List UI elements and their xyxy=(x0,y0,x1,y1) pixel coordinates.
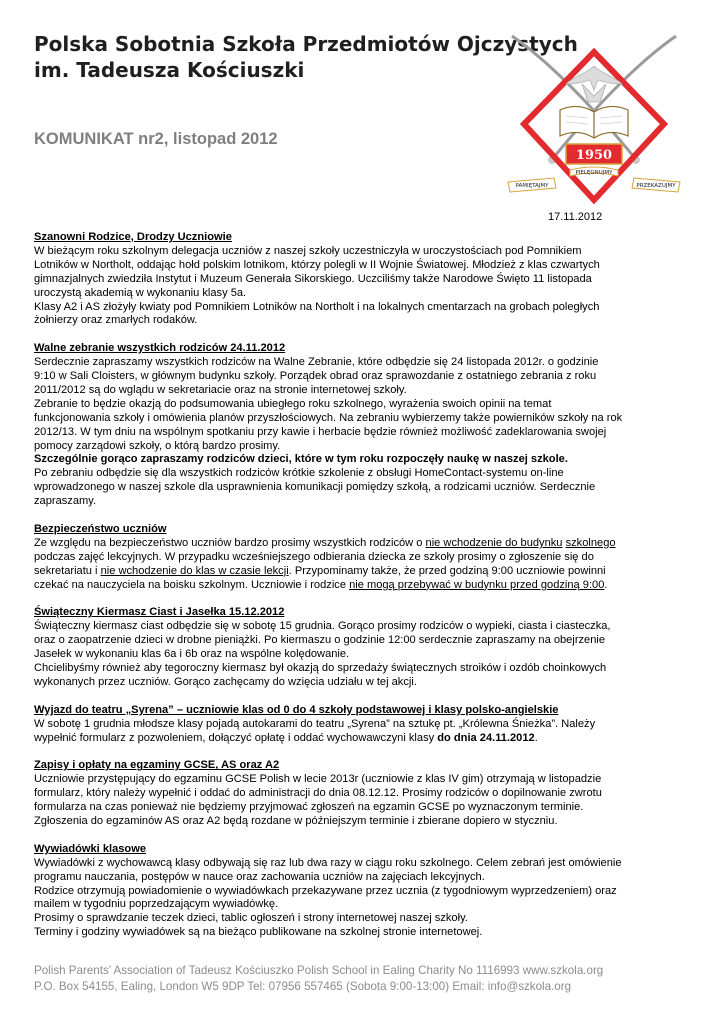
body-line: gimnazjalnych zwiedziła Instytut i Muzeum Generała Sikorskiego. Uczciliśmy także Narodowe Święto 11 listopada xyxy=(34,272,592,285)
underlined-text: nie wchodzenie do klas w czasie lekcji xyxy=(100,564,289,577)
text-run: sekretariatu i xyxy=(34,564,101,577)
school-logo xyxy=(494,32,694,212)
logo-right-ribbon: PRZEKAZUJMY xyxy=(636,183,676,189)
footer-line1: Polish Parents’ Association of Tadeusz Kościuszko Polish School in Ealing Charity No 1116993 www.szkola.org xyxy=(34,964,604,977)
section-heading: Wyjazd do teatru „Syrena” – uczniowie klas od 0 do 4 szkoły podstawowej i klasy polsko-angielskie xyxy=(34,703,559,716)
body-line-bold: Szczególnie gorąco zapraszamy rodziców dzieci, które w tym roku rozpoczęły naukę w naszej szkole. xyxy=(34,453,568,466)
body-line: wykonanych przez uczniów. Gorąco zachęcamy do wzięcia udziału w tej akcji. xyxy=(34,675,417,688)
body-line: 2012/13. W tym dniu na wspólnym spotkaniu przy kawie i herbacie będzie również możliwość zadeklarowania swojej xyxy=(34,425,607,438)
body-line: wprowadzonego w naszej szkole dla usprawnienia komunikacji pomiędzy szkołą, a rodzicami uczniów. Serdecznie xyxy=(34,481,596,494)
underlined-text: nie wchodzenie do budynku xyxy=(425,536,563,549)
body-line: pomocy zarządowi szkoły, o którą bardzo prosimy. xyxy=(34,439,281,452)
school-name-line2: im. Tadeusza Kościuszki xyxy=(34,58,305,82)
document-date: 17.11.2012 xyxy=(548,211,603,223)
underlined-text: nie mogą przebywać w budynku przed godziną 9:00 xyxy=(349,578,605,591)
footer-line2: P.O. Box 54155, Ealing, London W5 9DP Tel: 07956 557465 (Sobota 9:00-13:00) Email: info@szkola.org xyxy=(34,979,572,993)
body-line: podczas zajęć lekcyjnych. W przypadku wcześniejszego odbierania dziecka ze szkoły prosimy o zgłoszenie się do xyxy=(34,550,594,563)
body-line: oraz o zaopatrzenie dzieci w drobne pieniążki. Po kiermaszu o godzinie 12:00 serdecznie zapraszamy na obejrzenie xyxy=(34,634,606,647)
communique-title: KOMUNIKAT nr2, listopad 2012 xyxy=(34,130,278,148)
school-name-line1: Polska Sobotnia Szkoła Przedmiotów Ojczystych xyxy=(34,32,578,56)
body-line: 2011/2012 są do wglądu w sekretariacie oraz na stronie internetowej szkoły. xyxy=(34,383,407,396)
section-heading: Bezpieczeństwo uczniów xyxy=(34,523,167,535)
text-run: . xyxy=(604,578,608,591)
body-line: Uczniowie przystępujący do egzaminu GCSE Polish w lecie 2013r (uczniowie z klas IV gim) otrzymają w listopadzie xyxy=(34,773,602,786)
logo-left-ribbon: PAMIĘTAJMY xyxy=(515,183,549,189)
section-heading: Szanowni Rodzice, Drodzy Uczniowie xyxy=(34,231,232,243)
text-run: . xyxy=(534,731,538,744)
body-line: uroczystą akademią w wykonaniu klasy 5a. xyxy=(34,286,247,299)
body-line: formularza na czas ponieważ nie będziemy przyjmować zgłoszeń na egzamin GCSE po wyznaczonym terminie. xyxy=(34,801,584,814)
body-line xyxy=(34,537,694,551)
section-heading: Świąteczny Kiermasz Ciast i Jasełka 15.12.2012 xyxy=(34,606,285,619)
body-line: formularz, który należy wypełnić i oddać do administracji do dnia 08.12.12. Prosimy rodziców o dopilnowanie zwrotu xyxy=(34,787,602,800)
body-line: Świąteczny kiermasz ciast odbędzie się w sobotę 15 grudnia. Gorąco prosimy rodziców o wypieki, ciasta i ciasteczka, xyxy=(34,620,611,633)
body-line: Zebranie to będzie okazją do podsumowania ubiegłego roku szkolnego, wyrażenia swoich opinii na temat xyxy=(34,397,552,410)
body-line: Zgłoszenia do egzaminów AS oraz A2 będą rozdane w późniejszym terminie i zbierane dopiero w styczniu. xyxy=(34,814,558,827)
text-run: . Przypominamy także, że przed godziną 9:00 uczniowie powinni xyxy=(288,564,606,577)
footer xyxy=(34,963,603,994)
underlined-text: szkolnego xyxy=(565,536,616,549)
body-line: W bieżącym roku szkolnym delegacja uczniów z naszej szkoły uczestniczyła w uroczystościach pod Pomnikiem xyxy=(34,244,582,257)
section-heading: Walne zebranie wszystkich rodziców 24.11.2012 xyxy=(34,342,286,355)
text-run: wypełnić formularz z pozwoleniem, dołączyć opłatę i oddać wychowawczyni klasy xyxy=(34,731,438,744)
body-line: 9:10 w Sali Cloisters, w głównym budynku szkoły. Porządek obrad oraz sprawozdanie z ostatniego zebrania z roku xyxy=(34,370,597,383)
body-line: Lotników w Northolt, oddając hołd polskim lotnikom, którzy polegli w II Wojnie Światowej. Młodzież z klas czwartych xyxy=(34,258,600,271)
section-heading: Zapisy i opłaty na egzaminy GCSE, AS oraz A2 xyxy=(34,759,280,772)
logo-year: 1950 xyxy=(575,148,613,163)
body-line: W sobotę 1 grudnia młodsze klasy pojadą autokarami do teatru „Syrena” na sztukę pt. „Królewna Śnieżka”. Należy xyxy=(34,717,596,730)
section-heading: Wywiadówki klasowe xyxy=(34,842,147,855)
bold-text: do dnia 24.11.2012 xyxy=(437,731,535,744)
body-line: Klasy A2 i AS złożyły kwiaty pod Pomnikiem Lotników na Northolt i na lokalnych cmentarzach na grobach poległych xyxy=(34,300,600,313)
body-line: Serdecznie zapraszamy wszystkich rodziców na Walne Zebranie, które odbędzie się 24 listopada 2012r. o godzinie xyxy=(34,356,599,369)
body-line xyxy=(34,732,694,746)
body-line: zapraszamy. xyxy=(34,495,97,508)
body-line: Chcielibyśmy również aby tegoroczny kiermasz był okazją do sprzedaży świątecznych stroików i ozdób choinkowych xyxy=(34,662,607,675)
body-line: Jasełek w wykonaniu klas 6a i 6b oraz na wspólne kolędowanie. xyxy=(34,648,350,661)
body-line: programu nauczania, postępów w nauce oraz zachowania uczniów na zajęciach lekcyjnych. xyxy=(34,870,485,883)
document-body xyxy=(34,231,694,940)
body-line: Rodzice otrzymują powiadomienie o wywiadówkach przekazywane przez ucznia (z tygodniowym wyprzedzeniem) oraz xyxy=(34,884,617,897)
logo-center-ribbon: PIELĘGNUJMY xyxy=(575,170,613,176)
body-line: żołnierzy oraz zmarłych rodaków. xyxy=(34,314,198,327)
text-run: Ze względu na bezpieczeństwo uczniów bardzo prosimy wszystkich rodziców o xyxy=(34,536,426,549)
body-line: funkcjonowania szkoły i omówienia planów przyszłościowych. Na zebraniu wybierzemy także powierników szkoły na rok xyxy=(34,411,623,424)
body-line: Terminy i godziny wywiadówek są na bieżąco publikowane na szkolnej stronie internetowej. xyxy=(34,926,483,939)
body-line: Po zebraniu odbędzie się dla wszystkich rodziców krótkie szkolenie z obsługi HomeContact-systemu on-line xyxy=(34,467,564,480)
body-line: Wywiadówki z wychowawcą klasy odbywają się raz lub dwa razy w ciągu roku szkolnego. Celem zebrań jest omówienie xyxy=(34,856,622,869)
body-line: Prosimy o sprawdzanie teczek dzieci, tablic ogłoszeń i strony internetowej naszej szkoły. xyxy=(34,912,468,925)
body-line: mailem w tygodniu poprzedzającym wywiadówkę. xyxy=(34,898,279,911)
body-line xyxy=(34,579,694,593)
body-line xyxy=(34,565,694,579)
text-run: czekać na nauczyciela na boisku szkolnym. Uczniowie i rodzice xyxy=(34,578,350,591)
